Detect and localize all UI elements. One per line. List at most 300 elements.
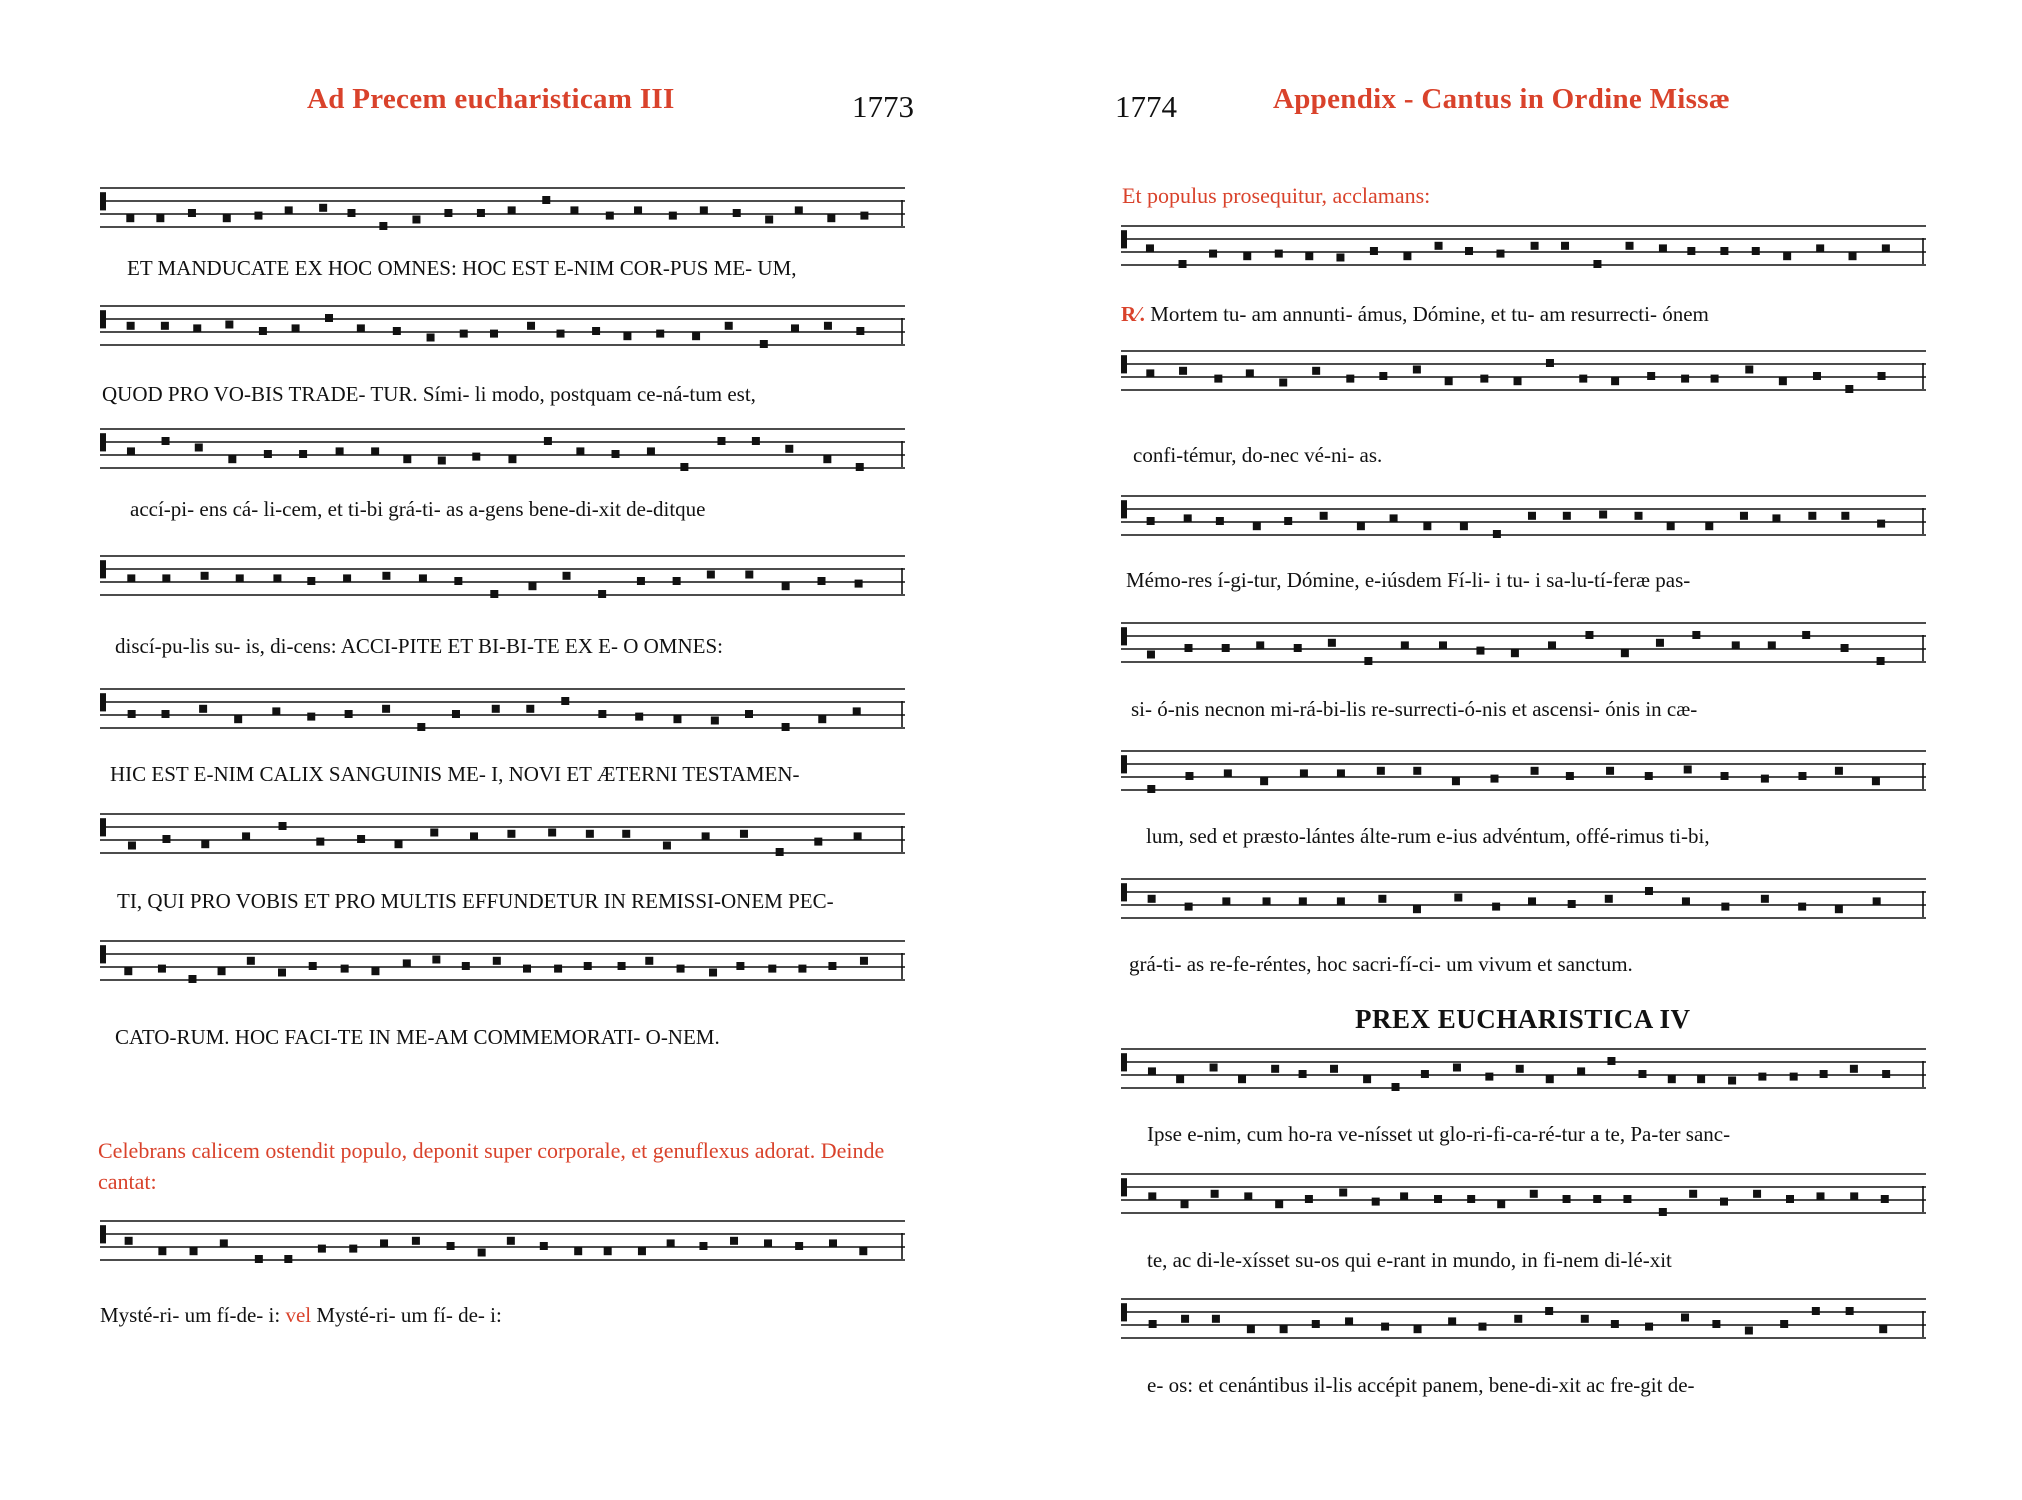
neume-note xyxy=(161,322,169,330)
neume-note xyxy=(1873,897,1881,905)
clef-icon xyxy=(1121,1053,1127,1071)
neume-note xyxy=(745,571,753,579)
neume-note xyxy=(1645,887,1653,895)
neume-note xyxy=(776,848,784,856)
neume-note xyxy=(1548,641,1556,649)
lyric-line: Ipse e-nim, cum ho-ra ve-nísset ut glo-ri-fi-ca-ré-tur a te, Pa-ter sanc- xyxy=(1147,1122,1731,1146)
neume-note xyxy=(669,212,677,220)
neume-note xyxy=(477,209,485,217)
neume-note xyxy=(1379,372,1387,380)
neume-note xyxy=(860,957,868,965)
neume-note xyxy=(1681,375,1689,383)
neume-note xyxy=(618,962,626,970)
neume-note xyxy=(1185,644,1193,652)
staff-lines xyxy=(1121,1173,1926,1242)
neume-note xyxy=(1280,1325,1288,1333)
neume-note xyxy=(1453,1064,1461,1072)
neume-note xyxy=(1745,366,1753,374)
neume-note xyxy=(126,214,134,222)
neume-note xyxy=(1372,1198,1380,1206)
neume-note xyxy=(795,206,803,214)
staff-lines xyxy=(1121,495,1926,564)
neume-note xyxy=(692,332,700,340)
neume-note xyxy=(125,1237,133,1245)
neume-note xyxy=(127,447,135,455)
clef-icon xyxy=(1121,230,1127,248)
neume-note xyxy=(1585,631,1593,639)
neume-note xyxy=(1148,895,1156,903)
neume-note xyxy=(1705,522,1713,530)
neume-note xyxy=(1780,1320,1788,1328)
neume-note xyxy=(1659,244,1667,252)
neume-note xyxy=(1638,1070,1646,1078)
neume-note xyxy=(1798,903,1806,911)
neume-note xyxy=(563,572,571,580)
neume-note xyxy=(343,574,351,582)
neume-note xyxy=(259,327,267,335)
neume-note xyxy=(307,713,315,721)
lyric-line: lum, sed et præsto-lántes álte-rum e-ius advéntum, offé-rimus ti-bi, xyxy=(1146,824,1710,848)
neume-note xyxy=(1148,1067,1156,1075)
neume-note xyxy=(1813,372,1821,380)
clef-icon xyxy=(1121,1303,1127,1321)
neume-note xyxy=(1328,639,1336,647)
neume-note xyxy=(188,209,196,217)
neume-note xyxy=(1222,644,1230,652)
neume-note xyxy=(1364,657,1372,665)
neume-note xyxy=(717,437,725,445)
neume-note xyxy=(162,574,170,582)
clef-icon xyxy=(100,818,106,836)
neume-note xyxy=(254,212,262,220)
neume-note xyxy=(680,463,688,471)
neume-note xyxy=(673,577,681,585)
neume-note xyxy=(1246,369,1254,377)
neume-note xyxy=(1732,641,1740,649)
neume-note xyxy=(452,710,460,718)
lyric-line: TI, QUI PRO VOBIS ET PRO MULTIS EFFUNDETUR IN REMISSI-ONEM PEC- xyxy=(117,889,834,913)
neume-note xyxy=(454,577,462,585)
neume-note xyxy=(1147,651,1155,659)
staff-lines xyxy=(1121,1298,1926,1367)
neume-note xyxy=(1357,522,1365,530)
lyric-line: CATO-RUM. HOC FACI-TE IN ME-AM COMMEMORATI- O-NEM. xyxy=(115,1025,720,1049)
staff-lines xyxy=(100,428,905,497)
neume-note xyxy=(782,723,790,731)
clef-icon xyxy=(1121,1178,1127,1196)
neume-note xyxy=(1879,1325,1887,1333)
neume-note xyxy=(1381,1323,1389,1331)
neume-note xyxy=(1689,1190,1697,1198)
neume-note xyxy=(162,835,170,843)
neume-note xyxy=(1300,769,1308,777)
clef-icon xyxy=(1121,500,1127,518)
neume-note xyxy=(765,216,773,224)
staff-lines xyxy=(100,305,905,374)
neume-note xyxy=(1148,1192,1156,1200)
response-text: Mortem tu- am annunti- ámus, Dómine, et tu- am resurrecti- ónem xyxy=(1150,302,1709,326)
neume-note xyxy=(760,340,768,348)
neume-note xyxy=(1299,1070,1307,1078)
neume-note xyxy=(752,437,760,445)
neume-note xyxy=(1256,641,1264,649)
neume-note xyxy=(218,967,226,975)
neume-note xyxy=(1485,1073,1493,1081)
neume-note xyxy=(647,447,655,455)
neume-note xyxy=(417,723,425,731)
neume-note xyxy=(859,1247,867,1255)
neume-note xyxy=(1181,1315,1189,1323)
neume-note xyxy=(1846,1307,1854,1315)
neume-note xyxy=(1752,247,1760,255)
neume-note xyxy=(1850,1065,1858,1073)
neume-note xyxy=(1460,522,1468,530)
neume-note xyxy=(1753,1190,1761,1198)
neume-note xyxy=(234,715,242,723)
neume-note xyxy=(1496,250,1504,258)
neume-note xyxy=(1275,1200,1283,1208)
neume-note xyxy=(478,1249,486,1257)
neume-note xyxy=(1606,767,1614,775)
neume-note xyxy=(584,962,592,970)
neume-note xyxy=(1645,772,1653,780)
neume-note xyxy=(247,957,255,965)
neume-note xyxy=(1345,1317,1353,1325)
neume-note xyxy=(1681,1314,1689,1322)
neume-note xyxy=(128,842,136,850)
neume-note xyxy=(1149,1320,1157,1328)
neume-note xyxy=(1786,1195,1794,1203)
neume-note xyxy=(818,715,826,723)
neume-note xyxy=(561,697,569,705)
neume-note xyxy=(1222,897,1230,905)
neume-note xyxy=(1720,1198,1728,1206)
neume-note xyxy=(403,455,411,463)
neume-note xyxy=(611,450,619,458)
lyric-line: ET MANDUCATE EX HOC OMNES: HOC EST E-NIM COR-PUS ME- UM, xyxy=(127,256,797,280)
neume-note xyxy=(1877,657,1885,665)
neume-note xyxy=(188,975,196,983)
page-number: 1773 xyxy=(852,89,914,124)
neume-note xyxy=(1878,372,1886,380)
neume-note xyxy=(1607,1057,1615,1065)
neume-note xyxy=(1490,775,1498,783)
neume-note xyxy=(860,212,868,220)
neume-note xyxy=(1816,1192,1824,1200)
rubric-instruction: Et populus prosequitur, acclamans: xyxy=(1122,183,1431,208)
staff-lines xyxy=(1121,350,1926,419)
neume-note xyxy=(1882,244,1890,252)
clef-icon xyxy=(100,1225,106,1243)
neume-note xyxy=(1668,1075,1676,1083)
neume-note xyxy=(201,572,209,580)
mysterium-lyric xyxy=(100,1303,502,1328)
neume-note xyxy=(264,450,272,458)
neume-note xyxy=(460,330,468,338)
neume-note xyxy=(508,206,516,214)
neume-note xyxy=(1882,1070,1890,1078)
neume-note xyxy=(508,455,516,463)
neume-note xyxy=(1528,512,1536,520)
lyric-line: confi-témur, do-nec vé-ni- as. xyxy=(1133,443,1383,467)
neume-note xyxy=(1531,242,1539,250)
neume-note xyxy=(768,965,776,973)
neume-note xyxy=(1841,512,1849,520)
neume-note xyxy=(357,835,365,843)
neume-note xyxy=(827,214,835,222)
neume-note xyxy=(1146,244,1154,252)
neume-note xyxy=(1493,530,1501,538)
neume-note xyxy=(1467,1195,1475,1203)
staff-lines xyxy=(1121,622,1926,691)
neume-note xyxy=(1798,772,1806,780)
neume-note xyxy=(1253,522,1261,530)
neume-note xyxy=(1872,777,1880,785)
neume-note xyxy=(1448,1317,1456,1325)
neume-note xyxy=(823,455,831,463)
neume-note xyxy=(379,222,387,230)
mysterium-part-1: Mysté-ri- um fí-de- i: xyxy=(100,1303,281,1327)
neume-note xyxy=(1209,250,1217,258)
neume-note xyxy=(336,447,344,455)
neume-note xyxy=(161,710,169,718)
neume-note xyxy=(1336,254,1344,262)
neume-note xyxy=(347,209,355,217)
neume-note xyxy=(667,1239,675,1247)
neume-note xyxy=(1216,517,1224,525)
neume-note xyxy=(1211,1190,1219,1198)
neume-note xyxy=(1697,1075,1705,1083)
neume-note xyxy=(586,830,594,838)
neume-note xyxy=(493,957,501,965)
neume-note xyxy=(223,214,231,222)
neume-note xyxy=(526,705,534,713)
clef-icon xyxy=(100,560,106,578)
neume-note xyxy=(736,962,744,970)
staff-lines xyxy=(100,813,905,882)
neume-note xyxy=(673,715,681,723)
neume-note xyxy=(1414,1325,1422,1333)
neume-note xyxy=(1370,247,1378,255)
running-title: Appendix - Cantus in Ordine Missæ xyxy=(1273,83,1731,115)
neume-note xyxy=(490,330,498,338)
neume-note xyxy=(1478,1323,1486,1331)
neume-note xyxy=(1645,1323,1653,1331)
neume-note xyxy=(430,829,438,837)
neume-note xyxy=(1850,1192,1858,1200)
neume-note xyxy=(279,822,287,830)
neume-note xyxy=(395,840,403,848)
neume-note xyxy=(656,330,664,338)
neume-note xyxy=(1263,897,1271,905)
neume-note xyxy=(1849,252,1857,260)
neume-note xyxy=(255,1255,263,1263)
neume-note xyxy=(638,1247,646,1255)
neume-note xyxy=(507,1237,515,1245)
neume-note xyxy=(199,705,207,713)
neume-note xyxy=(1439,641,1447,649)
neume-note xyxy=(1184,514,1192,522)
neume-note xyxy=(795,1242,803,1250)
neume-note xyxy=(470,832,478,840)
staff-lines xyxy=(1121,1048,1926,1117)
neume-note xyxy=(1881,1195,1889,1203)
neume-note xyxy=(412,1237,420,1245)
neume-note xyxy=(1146,369,1154,377)
neume-note xyxy=(1721,772,1729,780)
neume-note xyxy=(382,572,390,580)
neume-note xyxy=(158,965,166,973)
neume-note xyxy=(829,1239,837,1247)
neume-note xyxy=(604,1247,612,1255)
neume-note xyxy=(740,830,748,838)
neume-note xyxy=(419,574,427,582)
neume-note xyxy=(856,327,864,335)
neume-note xyxy=(1516,1065,1524,1073)
neume-note xyxy=(380,1239,388,1247)
neume-note xyxy=(349,1245,357,1253)
neume-note xyxy=(1546,1075,1554,1083)
neume-note xyxy=(1299,897,1307,905)
neume-note xyxy=(1480,375,1488,383)
neume-note xyxy=(1593,1195,1601,1203)
neume-note xyxy=(1181,1200,1189,1208)
neume-note xyxy=(162,437,170,445)
clef-icon xyxy=(1121,355,1127,373)
neume-note xyxy=(635,713,643,721)
neume-note xyxy=(554,965,562,973)
neume-note xyxy=(1623,1195,1631,1203)
neume-note xyxy=(1147,517,1155,525)
neume-note xyxy=(853,707,861,715)
neume-note xyxy=(1758,1073,1766,1081)
neume-note xyxy=(1275,250,1283,258)
neume-note xyxy=(700,206,708,214)
neume-note xyxy=(1401,641,1409,649)
neume-note xyxy=(127,574,135,582)
neume-note xyxy=(1238,1075,1246,1083)
neume-note xyxy=(1720,247,1728,255)
staff-lines xyxy=(100,187,905,256)
neume-note xyxy=(707,571,715,579)
neume-note xyxy=(1337,769,1345,777)
section-heading: PREX EUCHARISTICA IV xyxy=(1355,1004,1691,1034)
lyric-line: HIC EST E-NIM CALIX SANGUINIS ME- I, NOVI ET ÆTERNI TESTAMEN- xyxy=(110,762,800,786)
neume-note xyxy=(228,455,236,463)
staff-lines xyxy=(1121,225,1926,294)
neume-note xyxy=(128,710,136,718)
neume-note xyxy=(1423,522,1431,530)
neume-note xyxy=(798,965,806,973)
neume-note xyxy=(1712,1320,1720,1328)
neume-note xyxy=(1400,1192,1408,1200)
neume-note xyxy=(403,959,411,967)
neume-note xyxy=(1528,897,1536,905)
neume-note xyxy=(1179,260,1187,268)
lyric-line: discí-pu-lis su- is, di-cens: ACCI-PITE ET BI-BI-TE EX E- O OMNES: xyxy=(115,634,723,658)
neume-note xyxy=(236,574,244,582)
neume-note xyxy=(427,334,435,342)
neume-note xyxy=(272,707,280,715)
neume-note xyxy=(1363,1075,1371,1083)
neume-note xyxy=(1721,903,1729,911)
neume-note xyxy=(699,1242,707,1250)
neume-note xyxy=(1511,649,1519,657)
neume-note xyxy=(1247,1325,1255,1333)
neume-note xyxy=(1210,1064,1218,1072)
neume-note xyxy=(540,1242,548,1250)
neume-note xyxy=(1445,377,1453,385)
neume-note xyxy=(1687,247,1695,255)
neume-note xyxy=(1647,372,1655,380)
neume-note xyxy=(592,327,600,335)
clef-icon xyxy=(1121,883,1127,901)
neume-note xyxy=(318,1245,326,1253)
neume-note xyxy=(574,1247,582,1255)
neume-note xyxy=(341,965,349,973)
neume-note xyxy=(1563,1195,1571,1203)
neume-note xyxy=(278,969,286,977)
neume-note xyxy=(345,710,353,718)
neume-note xyxy=(195,444,203,452)
neume-note xyxy=(273,574,281,582)
neume-note xyxy=(1546,359,1554,367)
neume-note xyxy=(1561,242,1569,250)
clef-icon xyxy=(1121,755,1127,773)
neume-note xyxy=(492,705,500,713)
neume-note xyxy=(1626,242,1634,250)
neume-note xyxy=(1659,1208,1667,1216)
neume-note xyxy=(570,206,578,214)
neume-note xyxy=(438,457,446,465)
neume-note xyxy=(1377,767,1385,775)
neume-note xyxy=(1260,777,1268,785)
neume-note xyxy=(1667,522,1675,530)
neume-note xyxy=(1768,641,1776,649)
neume-note xyxy=(462,962,470,970)
neume-note xyxy=(1214,375,1222,383)
neume-note xyxy=(1530,1190,1538,1198)
neume-note xyxy=(225,321,233,329)
neume-note xyxy=(1761,775,1769,783)
running-title: Ad Precem eucharisticam III xyxy=(307,83,675,115)
neume-note xyxy=(711,717,719,725)
neume-note xyxy=(1185,772,1193,780)
neume-note xyxy=(855,580,863,588)
neume-note xyxy=(507,830,515,838)
neume-note xyxy=(1514,1315,1522,1323)
neume-note xyxy=(1390,514,1398,522)
lyric-line: Mémo-res í-gi-tur, Dómine, e-iúsdem Fí-li- i tu- i sa-lu-tí-feræ pas- xyxy=(1126,568,1691,592)
neume-note xyxy=(745,710,753,718)
neume-note xyxy=(1179,367,1187,375)
neume-note xyxy=(622,830,630,838)
neume-note xyxy=(1684,766,1692,774)
neume-note xyxy=(1772,514,1780,522)
neume-note xyxy=(382,705,390,713)
neume-note xyxy=(1577,1067,1585,1075)
neume-note xyxy=(1476,647,1484,655)
neume-note xyxy=(1802,631,1810,639)
neume-note xyxy=(1656,639,1664,647)
neume-note xyxy=(725,322,733,330)
neume-note xyxy=(1531,767,1539,775)
staff-lines xyxy=(100,940,905,1009)
neume-note xyxy=(1581,1315,1589,1323)
neume-note xyxy=(1820,1070,1828,1078)
lyric-line: te, ac di-le-xísset su-os qui e-rant in mundo, in fi-nem di-lé-xit xyxy=(1147,1248,1672,1272)
neume-note xyxy=(1514,377,1522,385)
